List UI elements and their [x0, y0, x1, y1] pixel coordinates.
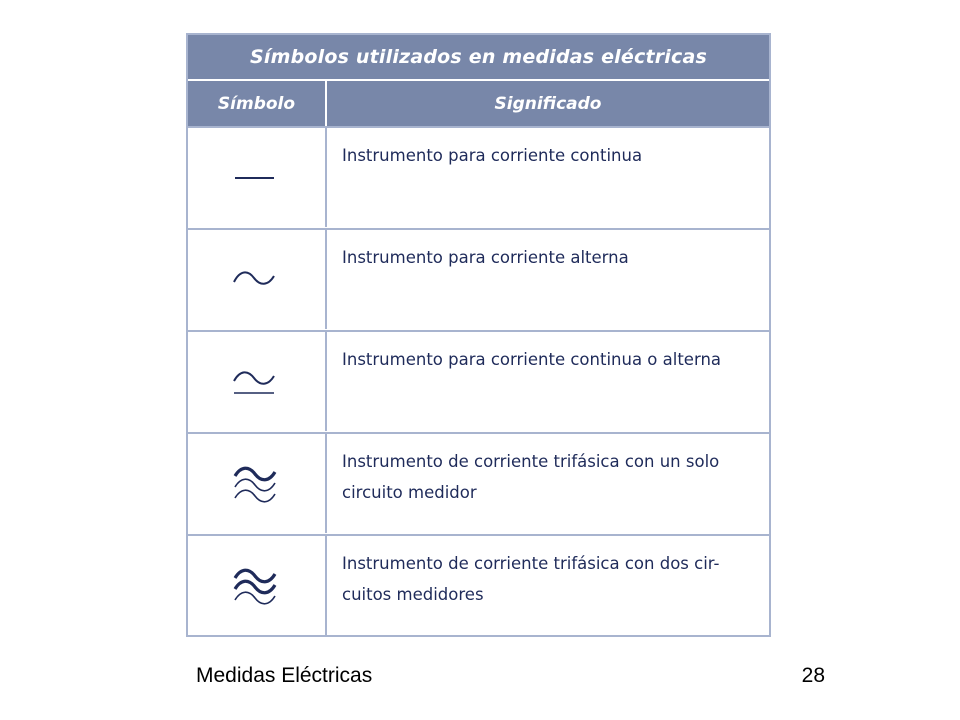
footer-title: Medidas Eléctricas: [196, 664, 373, 687]
table-header-row: [188, 81, 769, 126]
ac-dc-icon: [188, 332, 325, 431]
symbol-cell: [188, 128, 327, 227]
table-row: [188, 126, 769, 227]
page-number: 28: [801, 664, 825, 687]
meaning-cell: Instrumento de corriente trifásica con dos cir-cuitos medidores: [342, 554, 720, 604]
symbol-cell: [188, 536, 327, 635]
header-meaning: Significado: [494, 93, 602, 114]
meaning-cell: Instrumento para corriente continua o alterna: [342, 350, 722, 369]
symbol-cell: [188, 434, 327, 533]
table-row: [188, 432, 769, 533]
direct-current-icon: [188, 128, 325, 227]
meaning-cell: Instrumento para corriente alterna: [342, 248, 629, 267]
meaning-cell: Instrumento para corriente continua: [342, 146, 643, 165]
table-row: [188, 330, 769, 431]
header-symbol: Símbolo: [188, 81, 327, 126]
table-row: [188, 534, 769, 635]
three-phase-two-circuits-icon: [188, 536, 325, 635]
symbol-cell: [188, 332, 327, 431]
symbol-cell: [188, 230, 327, 329]
alternating-current-icon: [188, 230, 325, 329]
three-phase-single-circuit-icon: [188, 434, 325, 533]
symbols-table: [186, 33, 771, 637]
table-title: Símbolos utilizados en medidas eléctricas: [188, 35, 769, 79]
meaning-cell: Instrumento de corriente trifásica con un solo circuito medidor: [342, 452, 720, 502]
table-row: [188, 228, 769, 329]
